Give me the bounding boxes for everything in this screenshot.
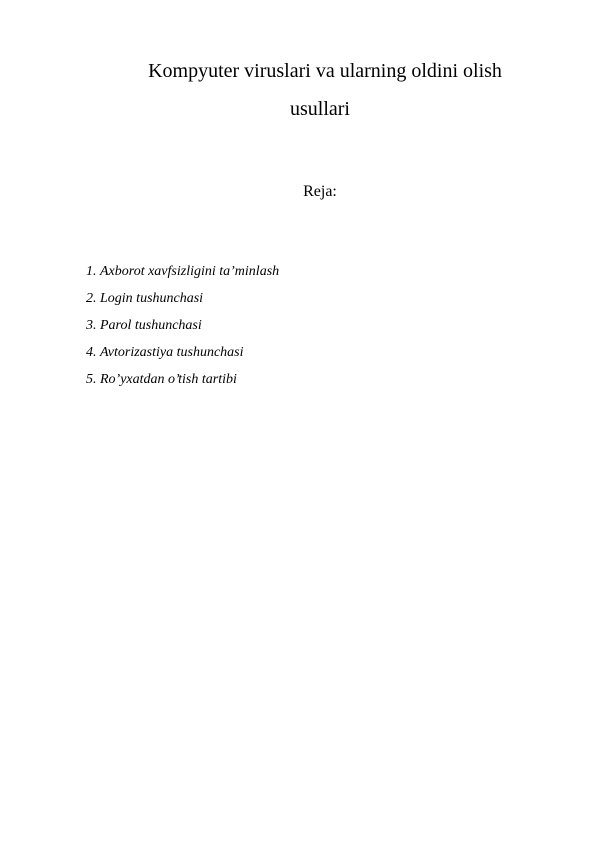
plan-item-number: 2. xyxy=(86,291,97,306)
plan-list xyxy=(86,258,279,393)
plan-item-number: 5. xyxy=(86,372,97,387)
plan-item xyxy=(86,366,279,393)
plan-item xyxy=(86,285,279,312)
plan-item-number: 3. xyxy=(86,318,97,333)
plan-item xyxy=(86,312,279,339)
plan-item-text: Axborot xavfsizligini ta’minlash xyxy=(100,264,280,279)
plan-item-text: Parol tushunchasi xyxy=(100,318,202,333)
plan-item-text: Ro’yxatdan o’tish tartibi xyxy=(100,372,237,387)
plan-item-text: Login tushunchasi xyxy=(100,291,204,306)
document-title-line-2: usullari xyxy=(290,98,350,120)
plan-item xyxy=(86,339,279,366)
plan-item-number: 4. xyxy=(86,345,97,360)
plan-heading: Reja: xyxy=(303,183,337,200)
plan-item xyxy=(86,258,279,285)
document-title-line-1: Kompyuter viruslari va ularning oldini olish xyxy=(148,60,502,82)
plan-item-text: Avtorizastiya tushunchasi xyxy=(100,345,244,360)
plan-item-number: 1. xyxy=(86,264,97,279)
